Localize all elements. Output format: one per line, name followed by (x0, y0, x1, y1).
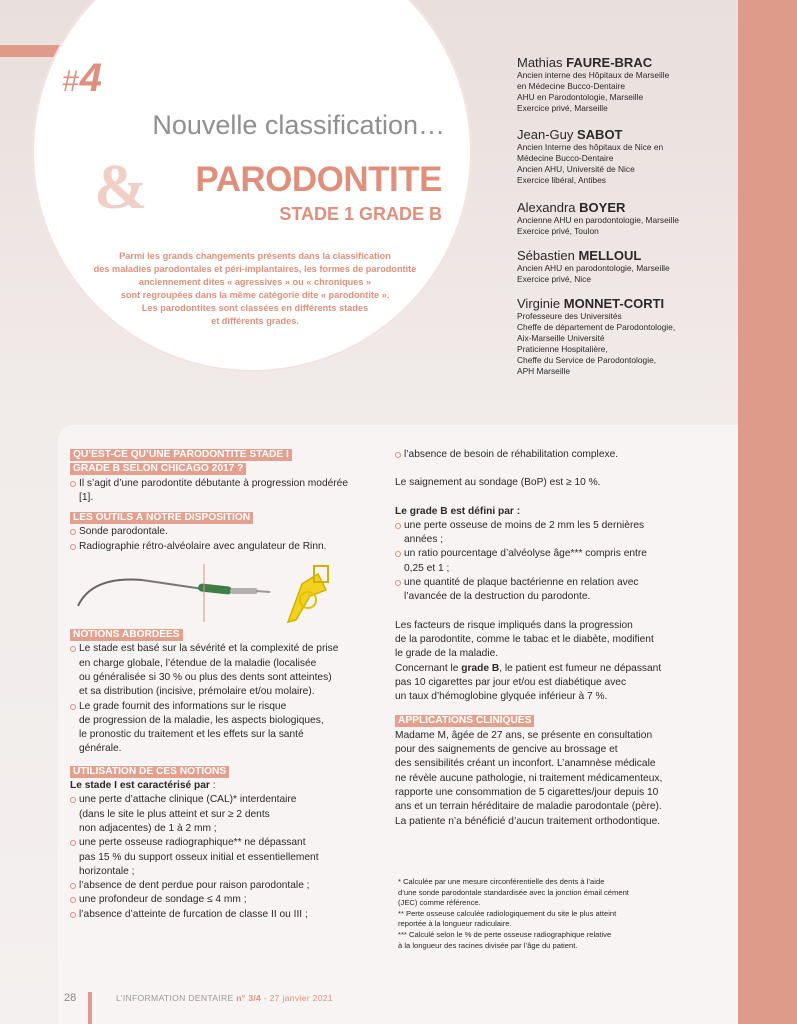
stage-intro: Le stade I est caractérisé par : (70, 780, 216, 792)
section-title-usage: UTILISATION DE CES NOTIONS (70, 766, 229, 778)
section-title-notions: NOTIONS ABORDÉES (70, 629, 183, 641)
list-item: Le grade fournit des informations sur le risque de progression de la maladie, les aspects biologiques, le pronostic du traitement et les effets sur la santé générale. (70, 700, 370, 757)
intro-text: Parmi les grands changements présents dans la classification des maladies parodontales et péri-implantaires, les formes de parodontite anciennement dites « agressives » ou « chroniques » sont regroupées dans la même catégorie dite « parodontite ». Les parodontites sont classées en différents stades et différents grades. (93, 251, 417, 326)
journal-footer: L’INFORMATION DENTAIRE n° 3/4 - 27 janvier 2021 (116, 993, 333, 1003)
risk-factors-text: Les facteurs de risque impliqués dans la progression de la parodontite, comme le tabac et le diabète, modifient le grade de la maladie. (395, 619, 654, 660)
footer-bar (88, 992, 92, 1024)
section-title-definition-2: GRADE B SELON CHICAGO 2017 ? (70, 463, 246, 475)
title-line-1: Nouvelle classification… (152, 110, 445, 140)
list-item: Radiographie rétro-alvéolaire avec angulateur de Rinn. (70, 540, 370, 554)
footnotes: * Calculée par une mesure circonférentielle des dents à l’aide d’une sonde parodontale standardisée avec la jonction émail cément (JEC) comme référence. ** Perte osseuse calculée radiologiquement du site le plus atteint reportée à la longueur radiculaire. *** Calculé selon le % de perte osseuse radiographique relative à la longueur des racines divisée par l’âge du patient. (398, 877, 629, 950)
list-item: une quantité de plaque bactérienne en relation avec l’avancée de la destruction du parodonte. (395, 576, 725, 605)
section-title-applications: APPLICATIONS CLINIQUES (395, 715, 534, 727)
list-item: l’absence de besoin de réhabilitation complexe. (395, 448, 725, 462)
grade-b-text: Concernant le grade B, le patient est fumeur ne dépassant pas 10 cigarettes par jour et/ou est diabétique avec un taux d’hémoglobine glyquée inférieur à 7 %. (395, 662, 662, 703)
list-item: l’absence d’atteinte de furcation de classe II ou III ; (70, 908, 370, 922)
top-accent-bar (0, 45, 60, 57)
ampersand-decor: & (94, 151, 148, 222)
author-monnet-corti: Virginie MONNET-CORTI Professeure des Universités Cheffe de département de Parodontologie, Aix-Marseille Université Praticienne Hospitalière, Cheffe du Service de Parodontologie, APH Marseille (517, 296, 676, 376)
right-column (395, 448, 725, 829)
title-line-2: PARODONTITE (195, 160, 442, 199)
author-faure-brac: Mathias FAURE-BRAC Ancien interne des Hôpitaux de Marseille en Médecine Bucco-Dentaire AHU en Parodontologie, Marseille Exercice privé, Marseille (517, 55, 670, 113)
author-sabot: Jean-Guy SABOT Ancien Interne des hôpitaux de Nice en Médecine Bucco-Dentaire Ancien AHU, Université de Nice Exercice libéral, Antibes (517, 127, 664, 185)
list-item: une profondeur de sondage ≤ 4 mm ; (70, 893, 370, 907)
rinn-angulator-icon (270, 556, 350, 628)
author-boyer: Alexandra BOYER Ancienne AHU en parodontologie, Marseille Exercice privé, Toulon (517, 200, 680, 236)
clinical-case-text: Madame M, âgée de 27 ans, se présente en consultation pour des saignements de gencive au brossage et des sensibilités créant un inconfort. L’anamnèse médicale ne révèle aucune pathologie, ni traitement médicamenteux, rapporte une consommation de 5 cigarettes/jour depuis 10 ans et un terrain héréditaire de maladie parodontale (père). La patiente n’a bénéficié d’aucun traitement orthodontique. (395, 729, 663, 827)
page-number: 28 (64, 992, 77, 1004)
list-item: Sonde parodontale. (70, 525, 370, 539)
author-melloul: Sébastien MELLOUL Ancien AHU en parodontologie, Marseille Exercice privé, Nice (517, 248, 670, 284)
right-decorative-bar (738, 0, 797, 1024)
section-title-tools: LES OUTILS À NOTRE DISPOSITION (70, 512, 253, 524)
tools-illustration (70, 556, 370, 628)
grade-title: Le grade B est défini par : (395, 505, 521, 517)
section-title-definition: QU’EST-CE QU’UNE PARODONTITE STADE I (70, 449, 292, 461)
article-number: #4 (62, 56, 103, 100)
list-item: une perte osseuse radiographique** ne dépassant pas 15 % du support osseux initial et essentiellement horizontale ; (70, 836, 370, 879)
list-item: Il s’agit d’une parodontite débutante à progression modérée [1]. (70, 477, 370, 506)
list-item: Le stade est basé sur la sévérité et la complexité de prise en charge globale, l’étendue de la maladie (localisée ou généralisée si 30 % ou plus des dents sont atteintes) et sa distribution (incisive, prémolaire et/ou molaire). (70, 642, 370, 699)
list-item: un ratio pourcentage d’alvéolyse âge*** compris entre 0,25 et 1 ; (395, 547, 725, 576)
title-line-3: STADE 1 GRADE B (279, 204, 442, 224)
list-item: l’absence de dent perdue pour raison parodontale ; (70, 879, 370, 893)
list-item: une perte d’attache clinique (CAL)* interdentaire (dans le site le plus atteint et sur ≥ 2 dents non adjacentes) de 1 à 2 mm ; (70, 793, 370, 836)
bop-text: Le saignement au sondage (BoP) est ≥ 10 %. (395, 477, 601, 489)
list-item: une perte osseuse de moins de 2 mm les 5 dernières années ; (395, 519, 725, 548)
left-column (70, 448, 370, 922)
